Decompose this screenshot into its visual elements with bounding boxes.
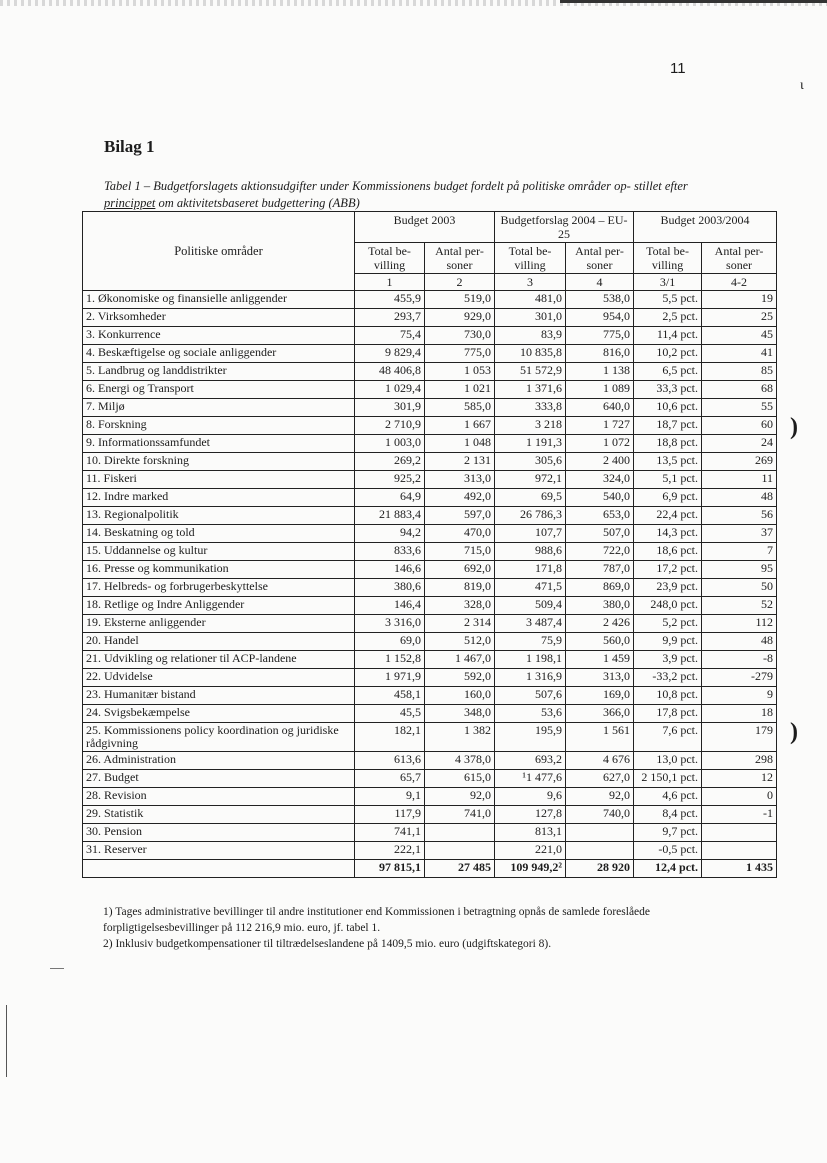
cell-value: 1 667: [425, 417, 495, 435]
cell-value: 4 676: [566, 752, 634, 770]
cell-area: [83, 860, 355, 878]
cell-value: 560,0: [566, 633, 634, 651]
cell-value: 613,6: [355, 752, 425, 770]
cell-value: 293,7: [355, 309, 425, 327]
cell-value: 333,8: [495, 399, 566, 417]
cell-area: 13. Regionalpolitik: [83, 507, 355, 525]
cell-value: [425, 824, 495, 842]
cell-value: 470,0: [425, 525, 495, 543]
cell-value: 95: [702, 561, 777, 579]
cell-value: 925,2: [355, 471, 425, 489]
cell-value: 146,6: [355, 561, 425, 579]
table-total-row: [83, 860, 777, 878]
cell-area: 22. Udvidelse: [83, 669, 355, 687]
table-row: [83, 752, 777, 770]
cell-value: [566, 842, 634, 860]
cell-value: 21 883,4: [355, 507, 425, 525]
cell-value: 48: [702, 633, 777, 651]
cell-area: 31. Reserver: [83, 842, 355, 860]
cell-value: 26 786,3: [495, 507, 566, 525]
cell-area: 25. Kommissionens policy koordination og juridiske rådgivning: [83, 723, 355, 752]
cell-value: 740,0: [566, 806, 634, 824]
cell-value: -279: [702, 669, 777, 687]
cell-value: [702, 842, 777, 860]
cell-value: 52: [702, 597, 777, 615]
cell-value: 1 435: [702, 860, 777, 878]
cell-value: 248,0 pct.: [634, 597, 702, 615]
cell-value: 45: [702, 327, 777, 345]
cell-value: 146,4: [355, 597, 425, 615]
cell-value: 301,9: [355, 399, 425, 417]
cell-value: 41: [702, 345, 777, 363]
table-row: [83, 525, 777, 543]
cell-value: 301,0: [495, 309, 566, 327]
cell-value: 27 485: [425, 860, 495, 878]
table-row: [83, 651, 777, 669]
cell-value: 64,9: [355, 489, 425, 507]
table-row: [83, 327, 777, 345]
cell-value: 653,0: [566, 507, 634, 525]
cell-value: 10,8 pct.: [634, 687, 702, 705]
caption-text-a: Budgetforslagets aktionsudgifter under Kommissionens budget fordelt på politiske områder op- stillet efter: [153, 179, 688, 193]
cell-value: 10 835,8: [495, 345, 566, 363]
cell-value: 627,0: [566, 770, 634, 788]
cell-value: 1 371,6: [495, 381, 566, 399]
cell-value: 12,4 pct.: [634, 860, 702, 878]
cell-value: 269: [702, 453, 777, 471]
cell-value: 730,0: [425, 327, 495, 345]
cell-value: 380,0: [566, 597, 634, 615]
cell-value: 1 727: [566, 417, 634, 435]
cell-value: 19: [702, 291, 777, 309]
cell-value: 1 316,9: [495, 669, 566, 687]
cell-value: 507,0: [566, 525, 634, 543]
cell-value: 160,0: [425, 687, 495, 705]
cell-value: 112: [702, 615, 777, 633]
table-row: [83, 417, 777, 435]
scan-left-rule: [6, 1005, 7, 1077]
table-row: [83, 561, 777, 579]
cell-value: 221,0: [495, 842, 566, 860]
cell-area: 1. Økonomiske og finansielle anliggender: [83, 291, 355, 309]
cell-value: 492,0: [425, 489, 495, 507]
cell-area: 16. Presse og kommunikation: [83, 561, 355, 579]
cell-value: 3 487,4: [495, 615, 566, 633]
cell-value: 640,0: [566, 399, 634, 417]
cell-value: 324,0: [566, 471, 634, 489]
cell-value: 1 138: [566, 363, 634, 381]
cell-value: 954,0: [566, 309, 634, 327]
cell-value: 117,9: [355, 806, 425, 824]
cell-area: 20. Handel: [83, 633, 355, 651]
footnotes: [103, 904, 663, 952]
table-row: [83, 363, 777, 381]
cell-area: 8. Forskning: [83, 417, 355, 435]
table-body: [83, 291, 777, 878]
cell-value: 2 131: [425, 453, 495, 471]
cell-area: 3. Konkurrence: [83, 327, 355, 345]
table-row: [83, 633, 777, 651]
cell-value: 23,9 pct.: [634, 579, 702, 597]
cell-area: 7. Miljø: [83, 399, 355, 417]
cell-area: 15. Uddannelse og kultur: [83, 543, 355, 561]
cell-value: 53,6: [495, 705, 566, 723]
margin-tick-mark: ι: [800, 78, 804, 93]
margin-bracket-mark: ): [790, 719, 798, 745]
table-row: [83, 471, 777, 489]
cell-value: 0: [702, 788, 777, 806]
cell-value: 2,5 pct.: [634, 309, 702, 327]
cell-value: 9,1: [355, 788, 425, 806]
cell-area: 9. Informationssamfundet: [83, 435, 355, 453]
cell-value: 3,9 pct.: [634, 651, 702, 669]
cell-value: 787,0: [566, 561, 634, 579]
table-caption: [104, 178, 704, 212]
cell-value: 13,5 pct.: [634, 453, 702, 471]
cell-value: 3 218: [495, 417, 566, 435]
cell-value: 693,2: [495, 752, 566, 770]
cell-value: 366,0: [566, 705, 634, 723]
cell-area: 4. Beskæftigelse og sociale anliggender: [83, 345, 355, 363]
cell-value: 313,0: [425, 471, 495, 489]
cell-value: 8,4 pct.: [634, 806, 702, 824]
cell-value: 60: [702, 417, 777, 435]
caption-prefix: Tabel 1 –: [104, 179, 154, 193]
cell-value: 298: [702, 752, 777, 770]
cell-area: 28. Revision: [83, 788, 355, 806]
cell-value: 722,0: [566, 543, 634, 561]
cell-value: 4 378,0: [425, 752, 495, 770]
header-subcol: Total be- villing: [495, 243, 566, 274]
cell-value: 50: [702, 579, 777, 597]
cell-value: 1 089: [566, 381, 634, 399]
footnote-2: 2) Inklusiv budgetkompensationer til tiltrædelseslandene på 1409,5 mio. euro (udgiftskategori 8).: [103, 938, 552, 950]
cell-value: 833,6: [355, 543, 425, 561]
scan-left-dash: [50, 968, 64, 969]
cell-value: 380,6: [355, 579, 425, 597]
cell-value: 615,0: [425, 770, 495, 788]
cell-value: 182,1: [355, 723, 425, 752]
cell-value: 592,0: [425, 669, 495, 687]
cell-value: 11: [702, 471, 777, 489]
table-row: [83, 615, 777, 633]
table-row: [83, 687, 777, 705]
cell-value: 51 572,9: [495, 363, 566, 381]
cell-value: ¹1 477,6: [495, 770, 566, 788]
cell-value: 9: [702, 687, 777, 705]
table-row: [83, 453, 777, 471]
caption-text-b: om aktivitetsbaseret budgettering (ABB): [155, 196, 360, 210]
cell-value: -1: [702, 806, 777, 824]
cell-value: 597,0: [425, 507, 495, 525]
cell-value: 538,0: [566, 291, 634, 309]
cell-value: 18: [702, 705, 777, 723]
cell-value: 585,0: [425, 399, 495, 417]
cell-value: 75,9: [495, 633, 566, 651]
header-colnum: 4: [566, 274, 634, 291]
cell-value: 471,5: [495, 579, 566, 597]
table-row: [83, 291, 777, 309]
cell-area: 21. Udvikling og relationer til ACP-landene: [83, 651, 355, 669]
cell-value: 4,6 pct.: [634, 788, 702, 806]
header-group-budget-2003: Budget 2003: [355, 212, 495, 243]
cell-value: 988,6: [495, 543, 566, 561]
header-colnum: 1: [355, 274, 425, 291]
table-row: [83, 435, 777, 453]
cell-value: 92,0: [425, 788, 495, 806]
cell-value: [425, 842, 495, 860]
cell-value: 813,1: [495, 824, 566, 842]
cell-area: 23. Humanitær bistand: [83, 687, 355, 705]
cell-area: 12. Indre marked: [83, 489, 355, 507]
cell-value: 1 191,3: [495, 435, 566, 453]
cell-value: 85: [702, 363, 777, 381]
cell-value: 1 561: [566, 723, 634, 752]
page-heading: Bilag 1: [104, 137, 155, 156]
cell-value: 692,0: [425, 561, 495, 579]
cell-value: 9,7 pct.: [634, 824, 702, 842]
cell-value: 55: [702, 399, 777, 417]
header-colnum: 4-2: [702, 274, 777, 291]
cell-value: 1 152,8: [355, 651, 425, 669]
header-colnum: 3/1: [634, 274, 702, 291]
cell-value: 107,7: [495, 525, 566, 543]
cell-value: 1 971,9: [355, 669, 425, 687]
table-row: [83, 705, 777, 723]
cell-value: 972,1: [495, 471, 566, 489]
cell-value: 512,0: [425, 633, 495, 651]
cell-value: 69,0: [355, 633, 425, 651]
cell-value: 195,9: [495, 723, 566, 752]
cell-value: 509,4: [495, 597, 566, 615]
cell-value: 819,0: [425, 579, 495, 597]
cell-value: 869,0: [566, 579, 634, 597]
cell-value: 7: [702, 543, 777, 561]
cell-value: 6,5 pct.: [634, 363, 702, 381]
cell-value: 481,0: [495, 291, 566, 309]
table-row: [83, 723, 777, 752]
cell-value: 1 021: [425, 381, 495, 399]
cell-value: 9,6: [495, 788, 566, 806]
cell-value: 5,2 pct.: [634, 615, 702, 633]
cell-value: 69,5: [495, 489, 566, 507]
cell-value: 18,8 pct.: [634, 435, 702, 453]
cell-value: 18,7 pct.: [634, 417, 702, 435]
cell-value: 68: [702, 381, 777, 399]
cell-value: 269,2: [355, 453, 425, 471]
header-subcol: Antal per- soner: [702, 243, 777, 274]
cell-area: 19. Eksterne anliggender: [83, 615, 355, 633]
table-row: [83, 824, 777, 842]
table-row: [83, 579, 777, 597]
cell-value: 2 426: [566, 615, 634, 633]
header-group-budget-2003-2004: Budget 2003/2004: [634, 212, 777, 243]
caption-emphasis: princippet: [104, 196, 156, 210]
cell-value: 109 949,2²: [495, 860, 566, 878]
cell-value: 28 920: [566, 860, 634, 878]
cell-value: -33,2 pct.: [634, 669, 702, 687]
cell-value: 1 459: [566, 651, 634, 669]
cell-value: 17,2 pct.: [634, 561, 702, 579]
cell-value: 5,5 pct.: [634, 291, 702, 309]
cell-value: 94,2: [355, 525, 425, 543]
cell-value: 540,0: [566, 489, 634, 507]
table-row: [83, 381, 777, 399]
table-row: [83, 806, 777, 824]
cell-value: 5,1 pct.: [634, 471, 702, 489]
cell-value: 92,0: [566, 788, 634, 806]
cell-value: 83,9: [495, 327, 566, 345]
cell-area: 18. Retlige og Indre Anliggender: [83, 597, 355, 615]
cell-value: 97 815,1: [355, 860, 425, 878]
header-area: Politiske områder: [83, 212, 355, 291]
cell-value: 715,0: [425, 543, 495, 561]
cell-value: 929,0: [425, 309, 495, 327]
cell-value: 775,0: [425, 345, 495, 363]
cell-value: 741,1: [355, 824, 425, 842]
cell-area: 30. Pension: [83, 824, 355, 842]
cell-value: 6,9 pct.: [634, 489, 702, 507]
table-row: [83, 543, 777, 561]
cell-value: 33,3 pct.: [634, 381, 702, 399]
cell-value: 9,9 pct.: [634, 633, 702, 651]
cell-value: 2 400: [566, 453, 634, 471]
cell-value: 18,6 pct.: [634, 543, 702, 561]
cell-area: 26. Administration: [83, 752, 355, 770]
cell-value: 313,0: [566, 669, 634, 687]
table-row: [83, 309, 777, 327]
cell-value: 816,0: [566, 345, 634, 363]
cell-area: 5. Landbrug og landdistrikter: [83, 363, 355, 381]
scan-edge-bar: [560, 0, 827, 3]
cell-area: 14. Beskatning og told: [83, 525, 355, 543]
cell-value: 328,0: [425, 597, 495, 615]
cell-value: 22,4 pct.: [634, 507, 702, 525]
cell-value: 169,0: [566, 687, 634, 705]
table-row: [83, 842, 777, 860]
header-subcol: Total be- villing: [634, 243, 702, 274]
header-colnum: 2: [425, 274, 495, 291]
cell-area: 6. Energi og Transport: [83, 381, 355, 399]
cell-value: 458,1: [355, 687, 425, 705]
cell-value: -8: [702, 651, 777, 669]
table-row: [83, 788, 777, 806]
budget-table: [82, 211, 777, 878]
margin-bracket-mark: ): [790, 414, 798, 440]
table-header: [83, 212, 777, 291]
cell-value: 741,0: [425, 806, 495, 824]
cell-value: 56: [702, 507, 777, 525]
table-row: [83, 489, 777, 507]
cell-value: 348,0: [425, 705, 495, 723]
cell-area: 17. Helbreds- og forbrugerbeskyttelse: [83, 579, 355, 597]
cell-area: 27. Budget: [83, 770, 355, 788]
cell-area: 2. Virksomheder: [83, 309, 355, 327]
cell-value: 1 198,1: [495, 651, 566, 669]
cell-value: 1 467,0: [425, 651, 495, 669]
cell-value: 17,8 pct.: [634, 705, 702, 723]
cell-value: 48: [702, 489, 777, 507]
cell-value: 37: [702, 525, 777, 543]
page-number: 11: [670, 60, 686, 77]
cell-area: 11. Fiskeri: [83, 471, 355, 489]
cell-value: 775,0: [566, 327, 634, 345]
table-row: [83, 597, 777, 615]
cell-value: 2 314: [425, 615, 495, 633]
header-group-budgetforslag-2004: Budgetforslag 2004 – EU-25: [495, 212, 634, 243]
cell-value: 305,6: [495, 453, 566, 471]
cell-value: [702, 824, 777, 842]
cell-value: 10,6 pct.: [634, 399, 702, 417]
table-row: [83, 399, 777, 417]
cell-value: 2 150,1 pct.: [634, 770, 702, 788]
cell-value: 75,4: [355, 327, 425, 345]
table-row: [83, 669, 777, 687]
cell-value: 10,2 pct.: [634, 345, 702, 363]
cell-value: 127,8: [495, 806, 566, 824]
header-subcol: Antal per- soner: [425, 243, 495, 274]
header-subcol: Antal per- soner: [566, 243, 634, 274]
cell-value: [566, 824, 634, 842]
cell-value: 65,7: [355, 770, 425, 788]
cell-value: 24: [702, 435, 777, 453]
cell-value: 3 316,0: [355, 615, 425, 633]
cell-value: 2 710,9: [355, 417, 425, 435]
cell-value: 45,5: [355, 705, 425, 723]
cell-value: 455,9: [355, 291, 425, 309]
cell-value: 48 406,8: [355, 363, 425, 381]
header-subcol: Total be- villing: [355, 243, 425, 274]
table-row: [83, 345, 777, 363]
table-row: [83, 770, 777, 788]
footnote-1: 1) Tages administrative bevillinger til andre institutioner end Kommissionen i betragtning opnås de samlede foreslåede forpligtigelsesbevillinger på 112 216,9 mio. euro, jf. tabel 1.: [103, 906, 651, 934]
cell-value: 222,1: [355, 842, 425, 860]
cell-value: 11,4 pct.: [634, 327, 702, 345]
cell-area: 10. Direkte forskning: [83, 453, 355, 471]
cell-value: 1 048: [425, 435, 495, 453]
cell-value: 14,3 pct.: [634, 525, 702, 543]
cell-value: 179: [702, 723, 777, 752]
cell-value: 1 072: [566, 435, 634, 453]
cell-value: 1 053: [425, 363, 495, 381]
cell-value: 7,6 pct.: [634, 723, 702, 752]
cell-area: 29. Statistik: [83, 806, 355, 824]
cell-value: 1 003,0: [355, 435, 425, 453]
cell-value: 13,0 pct.: [634, 752, 702, 770]
cell-value: 25: [702, 309, 777, 327]
cell-value: 507,6: [495, 687, 566, 705]
cell-area: 24. Svigsbekæmpelse: [83, 705, 355, 723]
table-row: [83, 507, 777, 525]
cell-value: -0,5 pct.: [634, 842, 702, 860]
cell-value: 171,8: [495, 561, 566, 579]
cell-value: 1 382: [425, 723, 495, 752]
cell-value: 9 829,4: [355, 345, 425, 363]
header-colnum: 3: [495, 274, 566, 291]
cell-value: 519,0: [425, 291, 495, 309]
cell-value: 1 029,4: [355, 381, 425, 399]
cell-value: 12: [702, 770, 777, 788]
